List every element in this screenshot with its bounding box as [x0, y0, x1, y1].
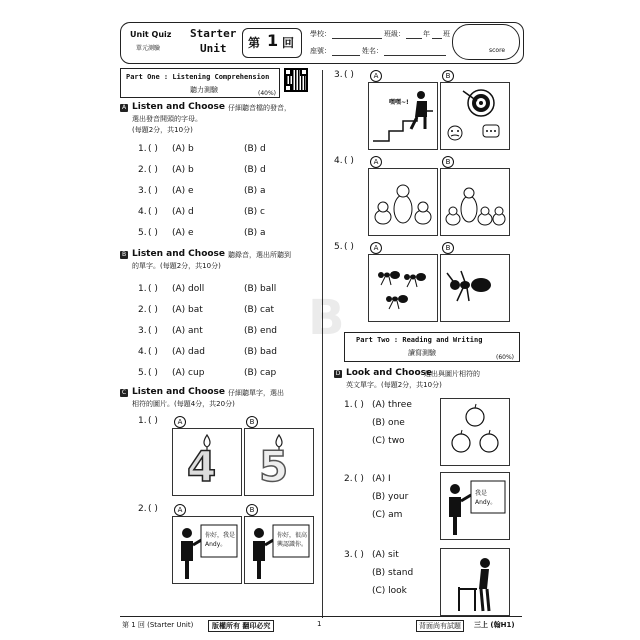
class-label: 班 [443, 30, 450, 38]
d2-option-a[interactable]: (A) I [372, 474, 391, 484]
b2-answer-paren[interactable]: ( ) [148, 305, 158, 315]
a3-number: 3. [138, 186, 147, 196]
r5-option-a-image[interactable] [368, 254, 438, 322]
c1-number: 1. [138, 416, 147, 426]
r4-number: 4. [334, 156, 343, 166]
r4-option-a-mark: A [370, 156, 382, 168]
footer-round: 第 1 回 (Starter Unit) [122, 621, 194, 629]
part-one-percent: (40%) [258, 90, 277, 97]
section-d-desc-1: 選出與圖片相符的 [424, 370, 480, 378]
dogs-group-icon [441, 169, 509, 235]
d2-speech: 我是Andy。 [475, 490, 497, 506]
b3-option-a[interactable]: (A) ant [172, 326, 203, 336]
b3-number: 3. [138, 326, 147, 336]
r4-option-b-image[interactable] [440, 168, 510, 236]
b5-option-a[interactable]: (A) cup [172, 368, 205, 378]
b3-answer-paren[interactable]: ( ) [148, 326, 158, 336]
teacher-pointing-icon [173, 517, 241, 583]
qr-corner-2 [300, 68, 308, 76]
footer-continued: 背面尚有試題 [416, 620, 464, 632]
watermark: B [308, 290, 345, 346]
r3-option-a-image[interactable] [368, 82, 438, 150]
a2-answer-paren[interactable]: ( ) [148, 165, 158, 175]
c1-option-b-mark: B [246, 416, 258, 428]
d3-option-a[interactable]: (A) sit [372, 550, 399, 560]
ants-icon [369, 255, 437, 321]
b5-answer-paren[interactable]: ( ) [148, 368, 158, 378]
section-c-desc-2: 相符的圖片。(每題4分，共20分) [132, 400, 235, 408]
class-field[interactable] [432, 38, 442, 39]
a3-answer-paren[interactable]: ( ) [148, 186, 158, 196]
qr-corner-3 [284, 84, 292, 92]
unit-title-2: Unit [200, 42, 227, 55]
grade-label: 班級： [384, 30, 405, 38]
section-b-icon: B [121, 251, 127, 258]
c2-option-b-image[interactable] [244, 516, 314, 584]
d3-image [440, 548, 510, 616]
a4-option-b[interactable]: (B) c [244, 207, 266, 217]
section-b-desc-1: 聽錄音，選出所聽到 [228, 251, 291, 259]
r4-answer-paren[interactable]: ( ) [344, 156, 354, 166]
b2-option-b[interactable]: (B) cat [244, 305, 275, 315]
school-field[interactable] [332, 38, 382, 39]
r3-number: 3. [334, 70, 343, 80]
score-label: score [489, 47, 506, 54]
b4-option-a[interactable]: (A) dad [172, 347, 205, 357]
section-d-desc-2: 英文單字。(每題2分，共10分) [346, 381, 442, 389]
year-label: 年 [423, 30, 430, 38]
r3-answer-paren[interactable]: ( ) [344, 70, 354, 80]
d2-option-b[interactable]: (B) your [372, 492, 409, 502]
d1-option-a[interactable]: (A) three [372, 400, 412, 410]
d2-image [440, 472, 510, 540]
teacher-pointing-icon-b [245, 517, 313, 583]
round-label-pre: 第 [248, 36, 261, 50]
d3-answer-paren[interactable]: ( ) [354, 550, 364, 560]
d1-option-c[interactable]: (C) two [372, 436, 405, 446]
r5-option-b-mark: B [442, 242, 454, 254]
section-a-score: (每題2分，共10分) [132, 126, 193, 134]
c2-option-b-mark: B [246, 504, 258, 516]
r3-option-b-mark: B [442, 70, 454, 82]
d1-image [440, 398, 510, 466]
d3-option-c[interactable]: (C) look [372, 586, 407, 596]
b1-answer-paren[interactable]: ( ) [148, 284, 158, 294]
qr-corner-1 [284, 68, 292, 76]
a3-option-b[interactable]: (B) a [244, 186, 266, 196]
d1-option-b[interactable]: (B) one [372, 418, 405, 428]
a5-option-a[interactable]: (A) e [172, 228, 194, 238]
d1-number: 1. [344, 400, 353, 410]
d1-answer-paren[interactable]: ( ) [354, 400, 364, 410]
section-b-desc-2: 的單字。(每題2分，共10分) [132, 262, 221, 270]
b2-number: 2. [138, 305, 147, 315]
footer-rights: 版權所有 翻印必究 [208, 620, 274, 632]
part-one-title: Part One : Listening Comprehension [126, 73, 270, 81]
r5-option-b-image[interactable] [440, 254, 510, 322]
r5-number: 5. [334, 242, 343, 252]
quiz-title: Unit Quiz [130, 30, 172, 39]
apples-icon [441, 399, 509, 465]
section-d-title: Look and Choose [346, 368, 433, 378]
section-b-title: Listen and Choose [132, 249, 226, 259]
footer-page: 1 [317, 620, 322, 628]
a5-answer-paren[interactable]: ( ) [148, 228, 158, 238]
r3-option-a-mark: A [370, 70, 382, 82]
a4-option-a[interactable]: (A) d [172, 207, 194, 217]
b5-number: 5. [138, 368, 147, 378]
section-a-desc-1: 仔細聽音檔的發音， [228, 104, 291, 112]
seat-label: 座號： [310, 47, 331, 55]
sitting-person-icon [441, 549, 509, 615]
c2-b-speech: 你好，很高興認識你。 [277, 532, 308, 548]
target-and-faces-icon [441, 83, 509, 149]
score-box[interactable] [452, 24, 520, 60]
section-a-title: Listen and Choose [132, 102, 226, 112]
a4-answer-paren[interactable]: ( ) [148, 207, 158, 217]
d3-number: 3. [344, 550, 353, 560]
b1-number: 1. [138, 284, 147, 294]
stairs-climb-icon [369, 83, 437, 149]
d3-option-b[interactable]: (B) stand [372, 568, 414, 578]
part-one-subtitle: 聽力測驗 [190, 86, 218, 94]
grade-field[interactable] [406, 38, 422, 39]
c2-number: 2. [138, 504, 147, 514]
c1-option-b-image[interactable] [244, 428, 314, 496]
a1-answer-paren[interactable]: ( ) [148, 144, 158, 154]
b2-option-a[interactable]: (A) bat [172, 305, 203, 315]
part-two-title: Part Two : Reading and Writing [356, 336, 483, 344]
school-label: 學校： [310, 30, 331, 38]
c2-option-a-mark: A [174, 504, 186, 516]
r3-speech: 嘿嘿~! [389, 99, 409, 106]
section-d-icon: D [335, 370, 341, 377]
three-dogs-icon [369, 169, 437, 235]
section-a-desc-2: 選出發音開頭的字母。 [132, 115, 202, 123]
a1-option-a[interactable]: (A) b [172, 144, 194, 154]
r3-option-b-image[interactable] [440, 82, 510, 150]
name-field[interactable] [384, 55, 446, 56]
a5-option-b[interactable]: (B) a [244, 228, 266, 238]
d2-option-c[interactable]: (C) am [372, 510, 403, 520]
a5-number: 5. [138, 228, 147, 238]
unit-title-1: Starter [190, 27, 237, 40]
b3-option-b[interactable]: (B) end [244, 326, 278, 336]
candle-digit-b: 5 [259, 442, 289, 491]
c1-option-a-image[interactable] [172, 428, 242, 496]
b5-option-b[interactable]: (B) cap [244, 368, 277, 378]
c1-option-a-mark: A [174, 416, 186, 428]
r5-answer-paren[interactable]: ( ) [344, 242, 354, 252]
r5-option-a-mark: A [370, 242, 382, 254]
d2-number: 2. [344, 474, 353, 484]
seat-field[interactable] [332, 55, 360, 56]
section-c-desc-1: 仔細聽單字，選出 [228, 389, 284, 397]
r4-option-a-image[interactable] [368, 168, 438, 236]
a2-option-a[interactable]: (A) b [172, 165, 194, 175]
footer-rule [120, 616, 522, 617]
big-ant-icon [441, 255, 509, 321]
name-label: 姓名： [362, 47, 383, 55]
b1-option-a[interactable]: (A) doll [172, 284, 205, 294]
section-a-icon: A [121, 104, 127, 111]
c2-a-speech: 你好，我是Andy。 [205, 532, 236, 548]
a4-number: 4. [138, 207, 147, 217]
a1-option-b[interactable]: (B) d [244, 144, 266, 154]
round-number: 1 [267, 31, 279, 50]
section-c-icon: C [121, 389, 127, 396]
worksheet-page [112, 14, 528, 628]
b4-answer-paren[interactable]: ( ) [148, 347, 158, 357]
r4-option-b-mark: B [442, 156, 454, 168]
round-label-post: 回 [282, 36, 295, 50]
part-two-percent: (60%) [496, 354, 515, 361]
c1-answer-paren[interactable]: ( ) [148, 416, 158, 426]
a2-number: 2. [138, 165, 147, 175]
d2-answer-paren[interactable]: ( ) [354, 474, 364, 484]
section-c-title: Listen and Choose [132, 387, 226, 397]
b1-option-b[interactable]: (B) ball [244, 284, 277, 294]
c2-option-a-image[interactable] [172, 516, 242, 584]
a2-option-b[interactable]: (B) d [244, 165, 266, 175]
quiz-subtitle: 單元測驗 [136, 45, 161, 52]
a3-option-a[interactable]: (A) e [172, 186, 194, 196]
b4-number: 4. [138, 347, 147, 357]
b4-option-b[interactable]: (B) bad [244, 347, 277, 357]
part-two-subtitle: 讀寫測驗 [408, 349, 436, 357]
c2-answer-paren[interactable]: ( ) [148, 504, 158, 514]
candle-digit-a: 4 [187, 442, 217, 491]
footer-grade: 三上 (翰H1) [474, 621, 515, 629]
a1-number: 1. [138, 144, 147, 154]
